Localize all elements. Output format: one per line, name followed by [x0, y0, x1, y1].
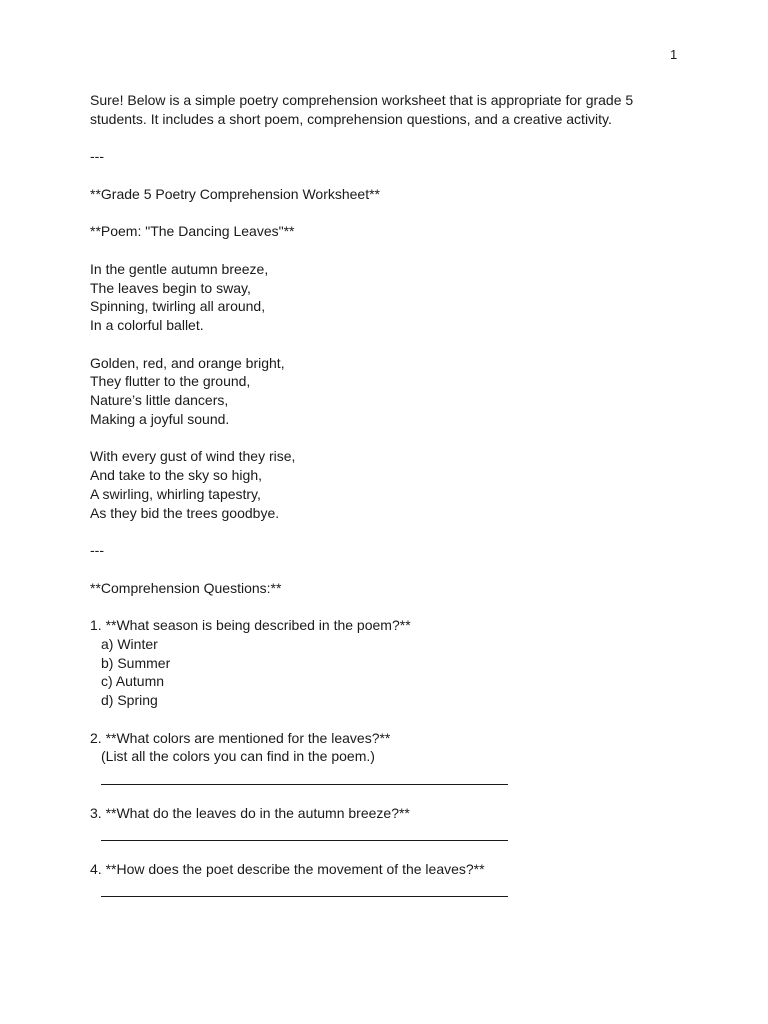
poem-line: In a colorful ballet.: [90, 317, 204, 333]
poem-title: **Poem: "The Dancing Leaves"**: [90, 223, 295, 240]
poem-line: Golden, red, and orange bright,: [90, 354, 285, 371]
poem-line: A swirling, whirling tapestry,: [90, 485, 261, 502]
answer-option: d) Spring: [101, 692, 158, 708]
answer-line: [101, 879, 508, 898]
poem-line: The leaves begin to sway,: [90, 279, 251, 296]
question-2-note: (List all the colors you can find in the poem.): [101, 748, 375, 765]
poem-line: In the gentle autumn breeze,: [90, 260, 269, 277]
answer-option: b) Summer: [101, 654, 171, 671]
questions-heading: **Comprehension Questions:**: [90, 579, 282, 596]
question-3: 3. **What do the leaves do in the autumn breeze?**: [90, 804, 410, 821]
document-body: [90, 91, 690, 897]
worksheet-title: **Grade 5 Poetry Comprehension Worksheet**: [90, 185, 381, 202]
poem-line: And take to the sky so high,: [90, 467, 262, 483]
answer-line: [101, 766, 508, 785]
question-1: 1. **What season is being described in the poem?**: [90, 617, 411, 633]
poem-line: Spinning, twirling all around,: [90, 298, 266, 315]
answer-option: c) Autumn: [101, 673, 165, 690]
answer-option: a) Winter: [101, 635, 158, 652]
separator: ---: [90, 148, 104, 165]
question-2: 2. **What colors are mentioned for the leaves?**: [90, 729, 391, 746]
poem-line: They flutter to the ground,: [90, 373, 251, 390]
poem-line: With every gust of wind they rise,: [90, 448, 296, 465]
intro-line: students. It includes a short poem, comprehension questions, and a creative activity.: [90, 110, 612, 127]
intro-line: Sure! Below is a simple poetry comprehension worksheet that is appropriate for grade 5: [90, 92, 634, 108]
page-number: 1: [670, 47, 678, 62]
poem-line: Nature’s little dancers,: [90, 392, 229, 408]
answer-line: [101, 822, 508, 841]
poem-line: Making a joyful sound.: [90, 410, 230, 427]
separator: ---: [90, 542, 104, 558]
question-4: 4. **How does the poet describe the movement of the leaves?**: [90, 860, 485, 877]
poem-line: As they bid the trees goodbye.: [90, 504, 280, 521]
